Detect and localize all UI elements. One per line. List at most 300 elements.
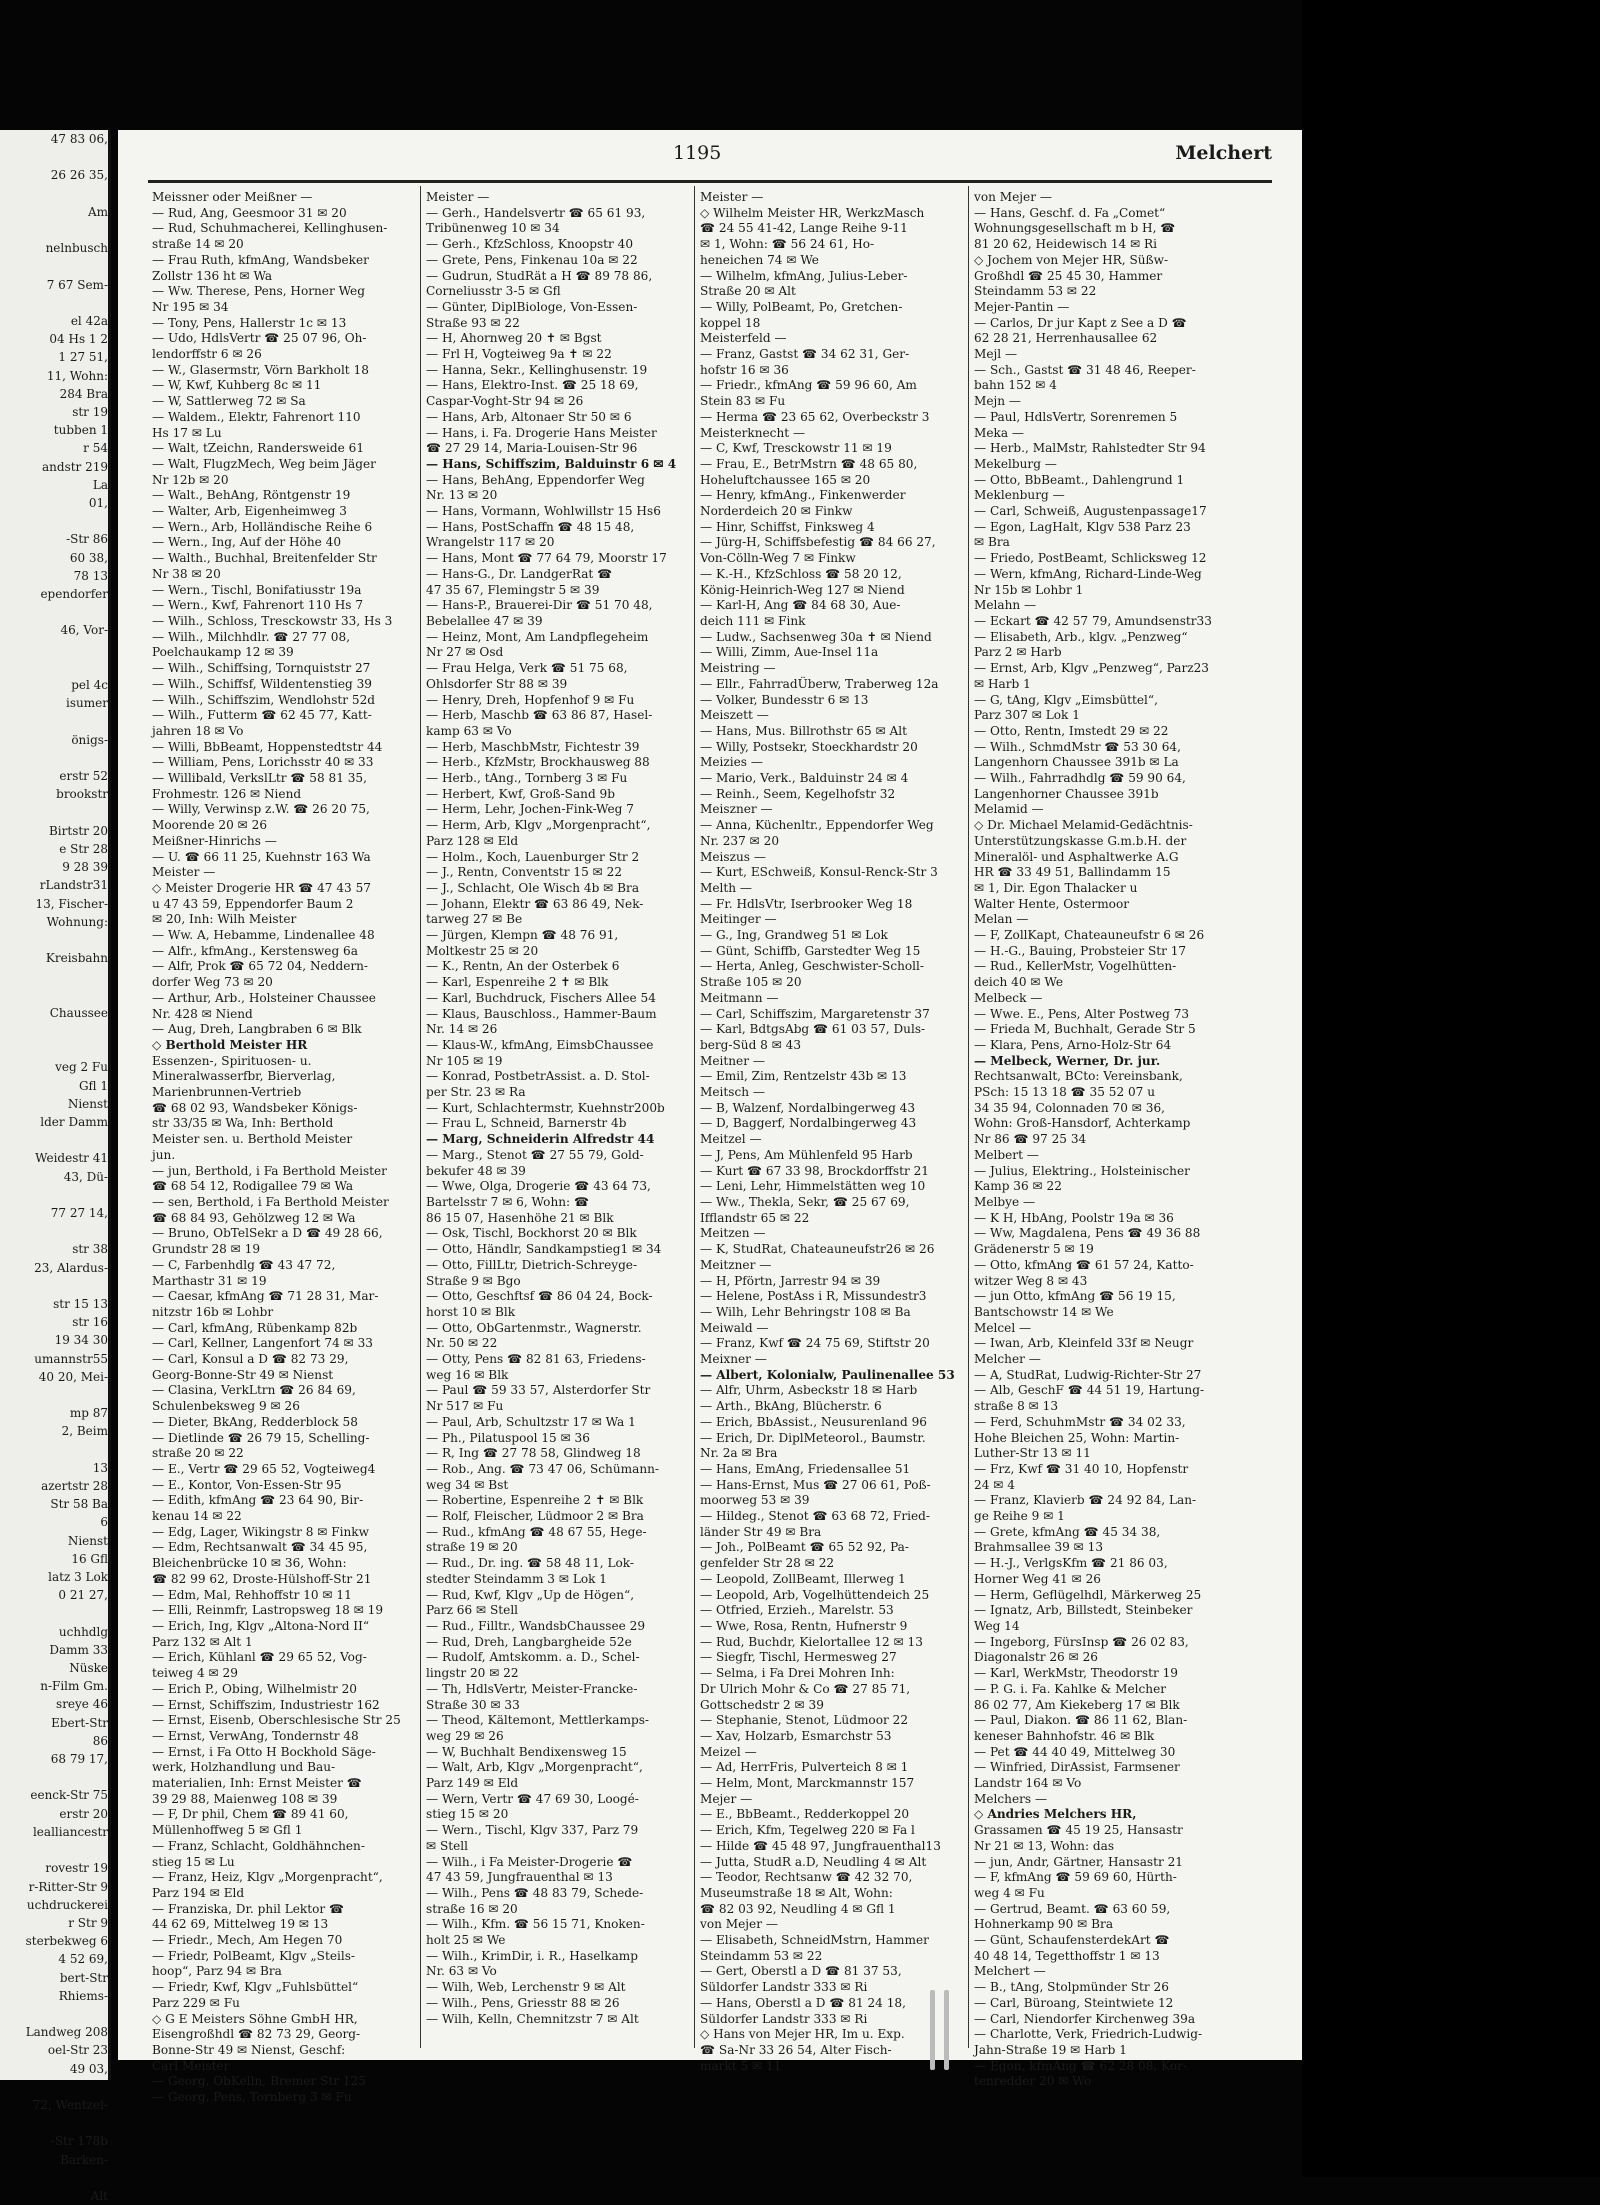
previous-page-fragment: e Str 28 [59, 841, 108, 856]
directory-entry-line: — Otty, Pens ☎ 82 81 63, Friedens- [426, 1352, 646, 1367]
directory-entry-line: Melchers — [974, 1791, 1048, 1806]
directory-entry-line: — Paul, Diakon. ☎ 86 11 62, Blan- [974, 1713, 1188, 1728]
directory-entry-line: — Frau L, Schneid, Barnerstr 4b [426, 1116, 627, 1131]
directory-entry-line: — K H, HbAng, Poolstr 19a ✉ 36 [974, 1210, 1174, 1225]
directory-entry-line: Bantschowstr 14 ✉ We [974, 1304, 1114, 1319]
directory-entry-line: — Erich, BbAssist., Neusurenland 96 [700, 1414, 927, 1429]
spine-mark [930, 1990, 935, 2070]
previous-page-fragment [0, 221, 108, 239]
directory-entry-line: — Alfr, Prok ☎ 65 72 04, Neddern- [152, 959, 369, 974]
directory-entry-line: Nr. 50 ✉ 22 [426, 1336, 498, 1351]
previous-page-fragment: pel 4c [71, 678, 108, 693]
directory-entry-line: — Wilh, Lehr Behringstr 108 ✉ Ba [700, 1304, 911, 1319]
previous-page-fragment: Wohnung: [46, 914, 108, 929]
previous-page-fragment: 43, Dü- [63, 1169, 108, 1184]
directory-entry-line: — Stephanie, Stenot, Lüdmoor 22 [700, 1713, 909, 1728]
directory-entry-line: — jun, Berthold, i Fa Berthold Meister [152, 1163, 387, 1178]
directory-entry-line: Bonne-Str 49 ✉ Nienst, Geschf: [152, 2042, 346, 2057]
directory-entry-line: 24 ✉ 4 [974, 1477, 1015, 1492]
previous-page-fragment: 60 38, [69, 550, 108, 565]
directory-entry-line: Meitmann — [700, 990, 779, 1005]
directory-entry-line: Meiszett — [700, 708, 769, 723]
directory-entry-line: Grundstr 28 ✉ 19 [152, 1242, 261, 1257]
directory-entry-line: — Wilh., i Fa Meister-Drogerie ☎ [426, 1854, 633, 1869]
previous-page-fragment: Str 58 Ba [50, 1497, 108, 1512]
directory-entry-line: Parz 132 ✉ Alt 1 [152, 1634, 253, 1649]
directory-entry-line: — K.-H., KfzSchloss ☎ 58 20 12, [700, 566, 902, 581]
directory-entry-line: Meitzner — [700, 1257, 772, 1272]
directory-entry-line: ◇ Dr. Michael Melamid-Gedächtnis- [974, 818, 1193, 833]
directory-entry-line: ✉ 20, Inh: Wilh Meister [152, 912, 297, 927]
directory-entry-line: Mejer-Pantin — [974, 299, 1070, 314]
directory-entry-line: — D, Baggerf, Nordalbingerweg 43 [700, 1116, 917, 1131]
directory-entry-line: — Fr. HdlsVtr, Iserbrooker Weg 18 [700, 896, 913, 911]
directory-entry-line: — C, Farbenhdlg ☎ 43 47 72, [152, 1257, 336, 1272]
directory-entry-line: — Herb, MaschbMstr, Fichtestr 39 [426, 739, 640, 754]
directory-entry-line: — Otfried, Erzieh., Marelstr. 53 [700, 1603, 894, 1618]
directory-entry-line: Eisengroßhdl ☎ 82 73 29, Georg- [152, 2027, 361, 2042]
directory-entry-line: stedter Steindamm 3 ✉ Lok 1 [426, 1571, 607, 1586]
directory-entry-line: — Klaus, Bauschloss., Hammer-Baum [426, 1006, 657, 1021]
directory-entry-line: ☎ Sa-Nr 33 26 54, Alter Fisch- [700, 2042, 892, 2057]
directory-entry-line: — sen, Berthold, i Fa Berthold Meister [152, 1195, 389, 1209]
directory-entry-line: — Clasina, VerkLtrn ☎ 26 84 69, [152, 1383, 356, 1398]
directory-entry-line: — Walt., BehAng, Röntgenstr 19 [152, 488, 351, 503]
directory-entry-line: — J., Rentn, Conventstr 15 ✉ 22 [426, 865, 623, 880]
directory-entry-line: — Arth., BkAng, Blücherstr. 6 [700, 1399, 882, 1414]
directory-entry-line: — Mario, Verk., Balduinstr 24 ✉ 4 [700, 771, 909, 786]
directory-entry-line: Steindamm 53 ✉ 22 [974, 284, 1097, 299]
directory-entry-line: ✉ Stell [426, 1838, 469, 1853]
previous-page-fragment: 284 Bra [59, 386, 108, 401]
directory-entry-line: — F, ZollKapt, Chateauneufstr 6 ✉ 26 [974, 928, 1205, 943]
previous-page-fragment: 19 34 30 [54, 1333, 108, 1348]
directory-entry-line: von Mejer — [700, 1917, 778, 1932]
directory-entry-line: jahren 18 ✉ Vo [152, 723, 244, 738]
previous-page-fragment: La [92, 477, 108, 492]
previous-page-fragment [0, 967, 108, 985]
page-number: 1195 [673, 142, 722, 164]
directory-entry-line: straße 16 ✉ 20 [426, 1901, 518, 1916]
directory-entry-line: — Alb, GeschF ☎ 44 51 19, Hartung- [974, 1383, 1205, 1398]
directory-entry-line: — Wilh., Pens ☎ 48 83 79, Schede- [426, 1885, 644, 1900]
directory-entry-line: — Wilh, Web, Lerchenstr 9 ✉ Alt [426, 1980, 626, 1995]
directory-entry-line: Dr Ulrich Mohr & Co ☎ 27 85 71, [700, 1681, 911, 1696]
directory-entry-line: — Wilh., Schiffsing, Tornquiststr 27 [152, 661, 371, 676]
previous-page-fragment: azertstr 28 [41, 1479, 108, 1494]
previous-page-fragment: 6 [100, 1515, 108, 1530]
directory-entry-line: — G., Ing, Grandweg 51 ✉ Lok [700, 928, 888, 943]
previous-page-fragment [0, 713, 108, 731]
directory-entry-line: — Ww. Therese, Pens, Horner Weg [152, 284, 365, 299]
directory-entry-line: — Waldem., Elektr, Fahrenort 110 [152, 409, 361, 424]
directory-entry-line: Hoheluftchaussee 165 ✉ 20 [700, 472, 871, 487]
directory-entry-line: — Rud., kfmAng ☎ 48 67 55, Hege- [426, 1524, 647, 1539]
directory-entry-line: — Carlos, Dr jur Kapt z See a D ☎ [974, 315, 1187, 330]
directory-entry-line: Melchert — [974, 1964, 1046, 1979]
directory-entry-line: Norderdeich 20 ✉ Finkw [700, 504, 853, 519]
directory-entry-line: Tribünenweg 10 ✉ 34 [426, 221, 560, 236]
directory-entry-line: — Winfried, DirAssist, Farmsener [974, 1760, 1180, 1775]
directory-entry-line: — Hans, PostSchaffn ☎ 48 15 48, [426, 519, 635, 534]
directory-entry-line: — W, Buchhalt Bendixensweg 15 [426, 1744, 627, 1759]
directory-entry-line: — Melbeck, Werner, Dr. jur. [974, 1053, 1161, 1068]
directory-entry-line: Moorende 20 ✉ 26 [152, 818, 268, 833]
directory-entry-line: Mekelburg — [974, 456, 1057, 471]
previous-page-fragment: Rhiems- [58, 1988, 108, 2003]
directory-entry-line: 86 02 77, Am Kiekeberg 17 ✉ Blk [974, 1697, 1180, 1712]
directory-entry-line: — Reinh., Seem, Kegelhofstr 32 [700, 786, 896, 801]
directory-entry-line: ◇ Wilhelm Meister HR, WerkzMasch [700, 205, 925, 220]
previous-page-fragment: 68 79 17, [50, 1752, 108, 1767]
directory-entry-line: — Günt, SchaufensterdekArt ☎ [974, 1933, 1170, 1948]
directory-entry-line: Melbeck — [974, 990, 1043, 1005]
directory-entry-line: Corneliusstr 3-5 ✉ Gfl [426, 284, 561, 299]
directory-entry-line: Nr. 2a ✉ Bra [700, 1446, 778, 1461]
directory-entry-line: — Rolf, Fleischer, Lüdmoor 2 ✉ Bra [426, 1509, 644, 1524]
directory-entry-line: — Kurt ☎ 67 33 98, Brockdorffstr 21 [700, 1163, 929, 1178]
directory-entry-line: — Hans-G., Dr. LandgerRat ☎ [426, 566, 613, 581]
directory-entry-line: von Mejer — [974, 190, 1052, 204]
directory-entry-line: — Karl-H, Ang ☎ 84 68 30, Aue- [700, 598, 901, 613]
directory-entry-line: — William, Pens, Lorichsstr 40 ✉ 33 [152, 755, 374, 770]
previous-page-fragment: 13 [92, 1460, 108, 1475]
column-2 [426, 190, 704, 2050]
directory-entry-line: — Hanna, Sekr., Kellinghusenstr. 19 [426, 362, 648, 377]
directory-entry-line: Meister — [700, 190, 764, 204]
directory-entry-line: — Wilh., Pens, Griesstr 88 ✉ 26 [426, 1995, 620, 2010]
directory-entry-line: — Konrad, PostbetrAssist. a. D. Stol- [426, 1069, 650, 1084]
directory-entry-line: Nr. 13 ✉ 20 [426, 488, 498, 503]
previous-page-fragment [0, 603, 108, 621]
previous-page-fragment: 04 Hs 1 2 [49, 332, 108, 347]
directory-entry-line: — Otto, ObGartenmstr., Wagnerstr. [426, 1320, 642, 1335]
directory-entry-line: — Willy, Postsekr, Stoeckhardstr 20 [700, 739, 918, 754]
directory-entry-line: Nr 105 ✉ 19 [426, 1053, 503, 1068]
previous-page-fragment: lder Damm [40, 1114, 108, 1129]
previous-page-fragment: -Str 178b [50, 2134, 108, 2149]
directory-entry-line: — Anna, Küchenltr., Eppendorfer Weg [700, 818, 934, 833]
directory-entry-line: — Herb, Maschb ☎ 63 86 87, Hasel- [426, 708, 653, 723]
previous-page-fragment: ependorfer [40, 587, 108, 602]
previous-page-fragment [0, 1277, 108, 1295]
directory-entry-line: — Friedr., kfmAng ☎ 59 96 60, Am [700, 378, 917, 393]
previous-page-fragment: 9 28 39 [62, 860, 108, 875]
previous-page-fragment: isumer [66, 696, 108, 711]
directory-entry-line: 86 15 07, Hasenhöhe 21 ✉ Blk [426, 1210, 614, 1225]
directory-entry-line: — Caesar, kfmAng ☎ 71 28 31, Mar- [152, 1289, 379, 1304]
directory-entry-line: — H, Pförtn, Jarrestr 94 ✉ 39 [700, 1273, 881, 1288]
previous-page-fragment [0, 1604, 108, 1622]
directory-entry-line: — Volker, Bundesstr 6 ✉ 13 [700, 692, 869, 707]
directory-entry-line: — Wilh., Kfm. ☎ 56 15 71, Knoken- [426, 1917, 645, 1932]
directory-entry-line: Meisterknecht — [700, 425, 806, 440]
directory-entry-line: Melan — [974, 912, 1029, 927]
directory-entry-line: 40 48 14, Tegetthoffstr 1 ✉ 13 [974, 1948, 1160, 1963]
previous-page-fragment: Gfl 1 [78, 1078, 108, 1093]
directory-entry-line: — Karl, Espenreihe 2 ✝ ✉ Blk [426, 975, 609, 990]
directory-entry-line: Ohlsdorfer Str 88 ✉ 39 [426, 676, 568, 691]
directory-entry-line: — Helene, PostAss i R, Missundestr3 [700, 1289, 927, 1304]
directory-entry-line: — Walth., Buchhal, Breitenfelder Str [152, 551, 377, 566]
directory-entry-line: Meka — [974, 425, 1025, 440]
directory-entry-line: — Ernst, i Fa Otto H Bockhold Säge- [152, 1744, 376, 1759]
directory-entry-line: ✉ Harb 1 [974, 676, 1031, 691]
directory-entry-line: keneser Bahnhofstr. 46 ✉ Blk [974, 1728, 1155, 1743]
directory-entry-line: — Herma ☎ 23 65 62, Overbeckstr 3 [700, 409, 930, 424]
directory-entry-line: ✉ 1, Wohn: ☎ 56 24 61, Ho- [700, 237, 875, 252]
directory-entry-line: bahn 152 ✉ 4 [974, 378, 1057, 393]
directory-entry-line: Carl Meister [152, 2058, 230, 2073]
previous-page-fragment: umannstr55 [34, 1351, 108, 1366]
directory-entry-line: Horner Weg 41 ✉ 26 [974, 1571, 1101, 1586]
directory-entry-line: — Friedo, PostBeamt, Schlicksweg 12 [974, 551, 1207, 566]
directory-entry-line: — Rudolf, Amtskomm. a. D., Schel- [426, 1650, 640, 1665]
directory-entry-line: — Osk, Tischl, Bockhorst 20 ✉ Blk [426, 1226, 637, 1241]
previous-page-fragment: str 16 [72, 1315, 108, 1330]
directory-entry-line: Nr 38 ✉ 20 [152, 566, 221, 581]
directory-entry-line: — Carl, Konsul a D ☎ 82 73 29, [152, 1352, 349, 1367]
directory-entry-line: — Joh., PolBeamt ☎ 65 52 92, Pa- [700, 1540, 909, 1555]
directory-entry-line: — Ernst, Arb, Klgv „Penzweg“, Parz23 [974, 661, 1210, 676]
directory-entry-line: — Hans, Geschf. d. Fa „Comet“ [974, 205, 1166, 220]
directory-entry-line: — Marg, Schneiderin Alfredstr 44 [426, 1132, 655, 1147]
previous-page-fragment [0, 1022, 108, 1040]
directory-entry-line: — Ludw., Sachsenweg 30a ✝ ✉ Niend [700, 629, 932, 644]
directory-entry-line: — Otto, Rentn, Imstedt 29 ✉ 22 [974, 723, 1169, 738]
directory-entry-line: — Hans, Arb, Altonaer Str 50 ✉ 6 [426, 409, 632, 424]
previous-page-fragment [0, 148, 108, 166]
previous-page-fragment: 78 13 [73, 568, 108, 583]
directory-entry-line: Meitsch — [700, 1085, 765, 1100]
directory-entry-line: — Iwan, Arb, Kleinfeld 33f ✉ Neugr [974, 1336, 1194, 1351]
directory-entry-line: — Emil, Zim, Rentzelstr 43b ✉ 13 [700, 1069, 907, 1084]
previous-page-fragment: 77 27 14, [50, 1205, 108, 1220]
directory-entry-line: straße 20 ✉ 22 [152, 1446, 244, 1461]
directory-entry-line: hoop“, Parz 94 ✉ Bra [152, 1964, 282, 1979]
previous-page-fragment: Nienst [67, 1096, 108, 1111]
directory-entry-line: lendorffstr 6 ✉ 26 [152, 347, 262, 362]
directory-entry-line: — Carl, Kellner, Langenfort 74 ✉ 33 [152, 1336, 373, 1351]
directory-entry-line: Nr. 63 ✉ Vo [426, 1964, 497, 1979]
directory-entry-line: ☎ 68 84 93, Gehölzweg 12 ✉ Wa [152, 1210, 356, 1225]
directory-entry-line: — Frl H, Vogteiweg 9a ✝ ✉ 22 [426, 347, 612, 362]
directory-entry-line: — Hans, Oberstl a D ☎ 81 24 18, [700, 1995, 906, 2010]
directory-entry-line: — Otto, Geschftsf ☎ 86 04 24, Bock- [426, 1289, 653, 1304]
directory-entry-line: — Hans, BehAng, Eppendorfer Weg [426, 472, 645, 487]
directory-entry-line: — Herb., MalMstr, Rahlstedter Str 94 [974, 441, 1206, 456]
directory-entry-line: — U. ☎ 66 11 25, Kuehnstr 163 Wa [152, 849, 371, 864]
directory-entry-line: — Wwe, Rosa, Rentn, Hufnerstr 9 [700, 1618, 908, 1633]
directory-entry-line: — Willibald, VerkslLtr ☎ 58 81 35, [152, 771, 367, 786]
directory-entry-line: 47 43 59, Jungfrauenthal ✉ 13 [426, 1870, 613, 1885]
directory-entry-line: Meiwald — [700, 1320, 769, 1335]
directory-entry-line: Moltkestr 25 ✉ 20 [426, 943, 539, 958]
directory-entry-line: — Ferd, SchuhmMstr ☎ 34 02 33, [974, 1414, 1186, 1429]
directory-entry-line: — Ww, Magdalena, Pens ☎ 49 36 88 [974, 1226, 1201, 1241]
directory-entry-line: — Wilh., KrimDir, i. R., Haselkamp [426, 1948, 639, 1963]
directory-entry-line: — Carl, Niendorfer Kirchenweg 39a [974, 2011, 1196, 2026]
directory-entry-line: — Ernst, Schiffszim, Industriestr 162 [152, 1697, 380, 1712]
directory-entry-line: Steindamm 53 ✉ 22 [700, 1948, 823, 1963]
directory-entry-line: ◇ G E Meisters Söhne GmbH HR, [152, 2011, 358, 2026]
directory-entry-line: — Rud., KellerMstr, Vogelhütten- [974, 959, 1177, 974]
directory-entry-line: — Gertrud, Beamt. ☎ 63 60 59, [974, 1901, 1171, 1916]
directory-entry-line: — jun, Andr, Gärtner, Hansastr 21 [974, 1854, 1183, 1869]
directory-entry-line: Melamid — [974, 802, 1044, 817]
directory-entry-line: — Wilh, Kelln, Chemnitzstr 7 ✉ Alt [426, 2011, 639, 2026]
directory-entry-line: — Hans, Mus. Billrothstr 65 ✉ Alt [700, 723, 908, 738]
directory-entry-line: Hohe Bleichen 25, Wohn: Martin- [974, 1430, 1180, 1445]
directory-entry-line: weg 16 ✉ Blk [426, 1367, 509, 1382]
directory-entry-line: — Frau Helga, Verk ☎ 51 75 68, [426, 661, 628, 676]
directory-entry-line: kenau 14 ✉ 22 [152, 1509, 242, 1524]
directory-entry-line: — Franz, Klavierb ☎ 24 92 84, Lan- [974, 1493, 1197, 1508]
previous-page-fragment: veg 2 Fu [55, 1060, 108, 1075]
directory-entry-line: — R, Ing ☎ 27 78 58, Glindweg 18 [426, 1446, 641, 1461]
directory-entry-line: kamp 63 ✉ Vo [426, 723, 512, 738]
directory-entry-line: ◇ Jochem von Mejer HR, Süßw- [974, 252, 1169, 267]
previous-page-fragment [0, 1186, 108, 1204]
previous-page-fragment [0, 749, 108, 767]
directory-entry-line: — Wilh., Fahrradhdlg ☎ 59 90 64, [974, 771, 1186, 786]
directory-entry-line: Georg-Bonne-Str 49 ✉ Nienst [152, 1367, 334, 1382]
directory-entry-line: werk, Holzhandlung und Bau- [152, 1760, 336, 1775]
directory-entry-line: ◇ Andries Melchers HR, [974, 1807, 1137, 1822]
directory-entry-line: holt 25 ✉ We [426, 1933, 506, 1948]
directory-entry-line: ☎ 82 03 92, Neudling 4 ✉ Gfl 1 [700, 1901, 896, 1916]
directory-entry-line: — Wilh., Schloss, Tresckowstr 33, Hs 3 [152, 613, 393, 628]
directory-entry-line: — K, StudRat, Chateauneufstr26 ✉ 26 [700, 1242, 935, 1257]
previous-page-fragment: str 19 [72, 405, 108, 420]
previous-page-fragment: el 42a [70, 314, 108, 329]
book-binding-shadow [1302, 0, 1600, 2177]
previous-page-fragment: sreye 46 [56, 1697, 108, 1712]
previous-page-fragment: uchhdlg [58, 1624, 108, 1639]
directory-entry-line: — Hinr, Schiffst, Finksweg 4 [700, 519, 875, 534]
directory-entry-line: Meitner — [700, 1053, 765, 1068]
directory-entry-line: — Georg, ObKelln, Bremer Str 125 [152, 2074, 366, 2089]
directory-entry-line: — Rud, Buchdr, Kielortallee 12 ✉ 13 [700, 1634, 923, 1649]
directory-entry-line: Hs 17 ✉ Lu [152, 425, 222, 440]
directory-entry-line: str 33/35 ✉ Wa, Inh: Berthold [152, 1116, 334, 1131]
directory-entry-line: — Leopold, ZollBeamt, Illerweg 1 [700, 1571, 906, 1586]
previous-page-fragment: oel-Str 23 [47, 2043, 108, 2058]
directory-entry-line: Zollstr 136 ht ✉ Wa [152, 268, 273, 283]
directory-entry-line: — Willi, Zimm, Aue-Insel 11a [700, 645, 879, 660]
directory-entry-line: ☎ 68 54 12, Rodigallee 79 ✉ Wa [152, 1179, 354, 1194]
directory-entry-line: Nr. 428 ✉ Niend [152, 1006, 253, 1021]
directory-entry-line: — Otto, kfmAng ☎ 61 57 24, Katto- [974, 1257, 1194, 1272]
directory-entry-line: — P. G. i. Fa. Kahlke & Melcher [974, 1681, 1167, 1696]
directory-entry-line: Rechtsanwalt, BCto: Vereinsbank, [974, 1069, 1183, 1084]
directory-entry-line: 44 62 69, Mittelweg 19 ✉ 13 [152, 1917, 329, 1932]
directory-entry-line: — Jutta, StudR a.D, Neudling 4 ✉ Alt [700, 1854, 927, 1869]
directory-entry-line: — Kurt, ESchweiß, Konsul-Renck-Str 3 [700, 865, 938, 880]
directory-entry-line: Unterstützungskasse G.m.b.H. der [974, 833, 1187, 848]
directory-entry-line: — Carl, Schweiß, Augustenpassage17 [974, 504, 1207, 519]
directory-entry-line: — Robertine, Espenreihe 2 ✝ ✉ Blk [426, 1493, 644, 1508]
directory-entry-line: — Ad, HerrFris, Pulverteich 8 ✉ 1 [700, 1760, 909, 1775]
directory-entry-line: ◇ Meister Drogerie HR ☎ 47 43 57 [152, 880, 371, 895]
directory-entry-line: Meitzen — [700, 1226, 766, 1241]
directory-entry-line: 39 29 88, Maienweg 108 ✉ 39 [152, 1791, 338, 1806]
previous-page-fragment: 11, Wohn: [46, 368, 108, 383]
directory-entry-line: — Friedr, PolBeamt, Klgv „Steils- [152, 1948, 356, 1963]
directory-entry-line: ☎ 68 02 93, Wandsbeker Königs- [152, 1100, 358, 1115]
previous-page-fragment [0, 804, 108, 822]
column-1 [152, 190, 430, 2105]
directory-entry-line: — Franz, Gastst ☎ 34 62 31, Ger- [700, 347, 910, 362]
directory-entry-line: — H.-J., VerlgsKfm ☎ 21 86 03, [974, 1556, 1168, 1571]
directory-entry-line: Marienbrunnen-Vertrieb [152, 1085, 302, 1100]
directory-entry-line: Nr 27 ✉ Osd [426, 645, 504, 660]
directory-entry-line: — jun Otto, kfmAng ☎ 56 19 15, [974, 1289, 1176, 1304]
directory-entry-line: Parz 149 ✉ Eld [426, 1776, 519, 1791]
directory-entry-line: — Julius, Elektring., Holsteinischer [974, 1163, 1190, 1178]
directory-entry-line: — Herm, Lehr, Jochen-Fink-Weg 7 [426, 802, 634, 817]
directory-entry-line: — Klara, Pens, Arno-Holz-Str 64 [974, 1037, 1172, 1052]
directory-entry-line: Parz 66 ✉ Stell [426, 1603, 519, 1618]
directory-entry-line: Meiszner — [700, 802, 773, 817]
running-head: Melchert [1175, 142, 1272, 164]
directory-entry-line: 34 35 94, Colonnaden 70 ✉ 36, [974, 1100, 1165, 1115]
directory-entry-line: — W, Sattlerweg 72 ✉ Sa [152, 394, 306, 409]
previous-page-fragment [0, 658, 108, 676]
directory-entry-line: — Georg, Pens, Tornberg 3 ✉ Fu [152, 2090, 352, 2105]
previous-page-fragment: tubben 1 [53, 423, 108, 438]
previous-page-fragment: 46, Vor- [60, 623, 108, 638]
directory-entry-line: — E., BbBeamt., Redderkoppel 20 [700, 1807, 910, 1822]
directory-entry-line: Straße 105 ✉ 20 [700, 975, 802, 990]
directory-entry-line: Diagonalstr 26 ✉ 26 [974, 1650, 1098, 1665]
previous-page-fragment: 86 [92, 1733, 108, 1748]
previous-page-fragment: str 15 13 [53, 1297, 108, 1311]
directory-entry-line: Müllenhoffweg 5 ✉ Gfl 1 [152, 1823, 303, 1838]
directory-entry-line: — Friedr, Kwf, Klgv „Fuhlsbüttel“ [152, 1980, 359, 1995]
directory-entry-line: Bartelsstr 7 ✉ 6, Wohn: ☎ [426, 1195, 590, 1209]
directory-entry-line: — Udo, HdlsVertr ☎ 25 07 96, Oh- [152, 331, 367, 346]
directory-entry-line: — Karl, BdtgsAbg ☎ 61 03 57, Duls- [700, 1022, 926, 1037]
directory-entry-line: — Rud, Schuhmacherei, Kellinghusen- [152, 221, 388, 236]
previous-page-fragment: 16 Gfl [71, 1551, 108, 1566]
directory-entry-line: ☎ 82 99 62, Droste-Hülshoff-Str 21 [152, 1571, 372, 1586]
directory-entry-line: — E., Kontor, Von-Essen-Str 95 [152, 1477, 342, 1492]
directory-entry-line: moorweg 53 ✉ 39 [700, 1493, 810, 1508]
previous-page-fragment: Landweg 208 [25, 2025, 108, 2040]
directory-entry-line: — Friedr., Mech, Am Hegen 70 [152, 1933, 343, 1948]
directory-entry-line: per Str. 23 ✉ Ra [426, 1085, 526, 1100]
directory-entry-line: — Wilh., Schiffsf, Wildentenstieg 39 [152, 676, 372, 691]
directory-entry-line: — Erich, Dr. DiplMeteorol., Baumstr. [700, 1430, 926, 1445]
directory-entry-line: — Hans, Vormann, Wohlwillstr 15 Hs6 [426, 504, 661, 519]
directory-entry-line: koppel 18 [700, 315, 761, 330]
directory-entry-line: — Wern., Tischl, Klgv 337, Parz 79 [426, 1823, 639, 1838]
directory-entry-line: — Wilhelm, kfmAng, Julius-Leber- [700, 268, 908, 283]
directory-entry-line: stieg 15 ✉ Lu [152, 1854, 235, 1869]
directory-entry-line: — H.-G., Bauing, Probsteier Str 17 [974, 943, 1187, 958]
directory-entry-line: Nr. 237 ✉ 20 [700, 833, 780, 848]
directory-entry-line: — Ph., Pilatuspool 15 ✉ 36 [426, 1430, 590, 1445]
directory-entry-line: — Franz, Kwf ☎ 24 75 69, Stiftstr 20 [700, 1336, 930, 1351]
directory-entry-line: — Willy, Verwinsp z.W. ☎ 26 20 75, [152, 802, 370, 817]
directory-entry-line: — Edm, Mal, Rehhoffstr 10 ✉ 11 [152, 1587, 352, 1602]
directory-entry-line: — Carl, Büroang, Steintwiete 12 [974, 1995, 1174, 2010]
directory-entry-line: — Ww., Thekla, Sekr, ☎ 25 67 69, [700, 1195, 910, 1209]
previous-page-fragment: 01, [88, 496, 108, 511]
directory-entry-line: stieg 15 ✉ 20 [426, 1807, 509, 1822]
directory-entry-line: Meiszus — [700, 849, 766, 864]
